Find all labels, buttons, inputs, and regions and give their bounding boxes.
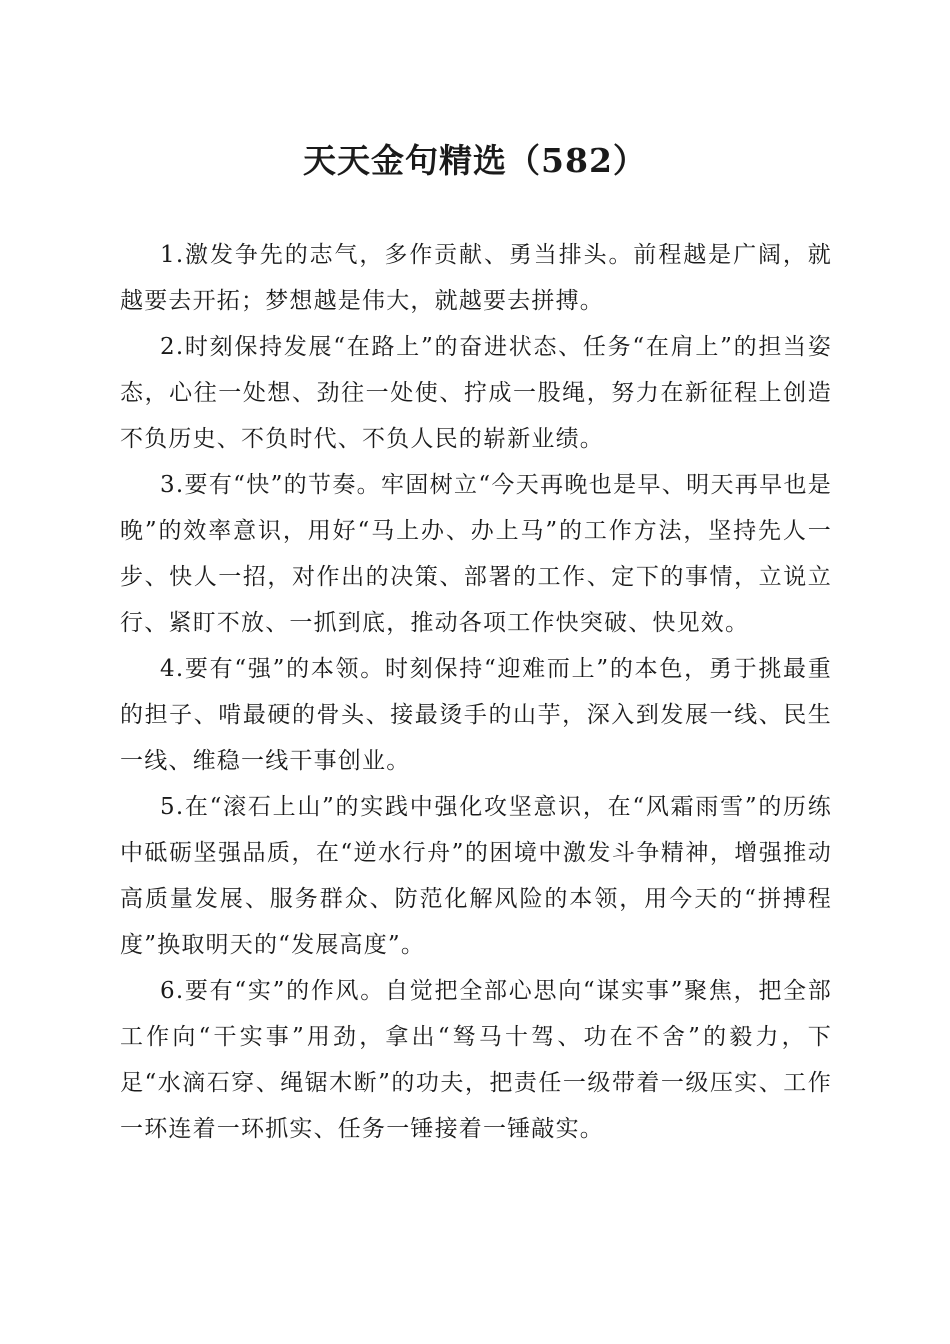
document-title: 天天金句精选（582） bbox=[303, 141, 647, 180]
paragraph-3: 3.要有“快”的节奏。牢固树立“今天再晚也是早、明天再早也是晚”的效率意识，用好“马上办、办上马”的工作方法，坚持先人一步、快人一招，对作出的决策、部署的工作、定下的事情，立说立行、紧盯不放、一抓到底，推动各项工作快突破、快见效。 bbox=[120, 472, 832, 636]
paragraph-6: 6.要有“实”的作风。自觉把全部心思向“谋实事”聚焦，把全部工作向“干实事”用劲，拿出“驽马十驾、功在不舍”的毅力，下足“水滴石穿、绳锯木断”的功夫，把责任一级带着一级压实、工作一环连着一环抓实、任务一锤接着一锤敲实。 bbox=[120, 978, 832, 1142]
document-body bbox=[120, 232, 832, 1152]
paragraph-5: 5.在“滚石上山”的实践中强化攻坚意识，在“风霜雨雪”的历练中砥砺坚强品质，在“逆水行舟”的困境中激发斗争精神，增强推动高质量发展、服务群众、防范化解风险的本领，用今天的“拼搏程度”换取明天的“发展高度”。 bbox=[120, 794, 832, 958]
paragraph-2: 2.时刻保持发展“在路上”的奋进状态、任务“在肩上”的担当姿态，心往一处想、劲往一处使、拧成一股绳，努力在新征程上创造不负历史、不负时代、不负人民的崭新业绩。 bbox=[120, 334, 832, 452]
paragraph-4: 4.要有“强”的本领。时刻保持“迎难而上”的本色，勇于挑最重的担子、啃最硬的骨头、接最烫手的山芋，深入到发展一线、民生一线、维稳一线干事创业。 bbox=[120, 656, 832, 774]
paragraph-1: 1.激发争先的志气，多作贡献、勇当排头。前程越是广阔，就越要去开拓；梦想越是伟大，就越要去拼搏。 bbox=[120, 242, 832, 314]
